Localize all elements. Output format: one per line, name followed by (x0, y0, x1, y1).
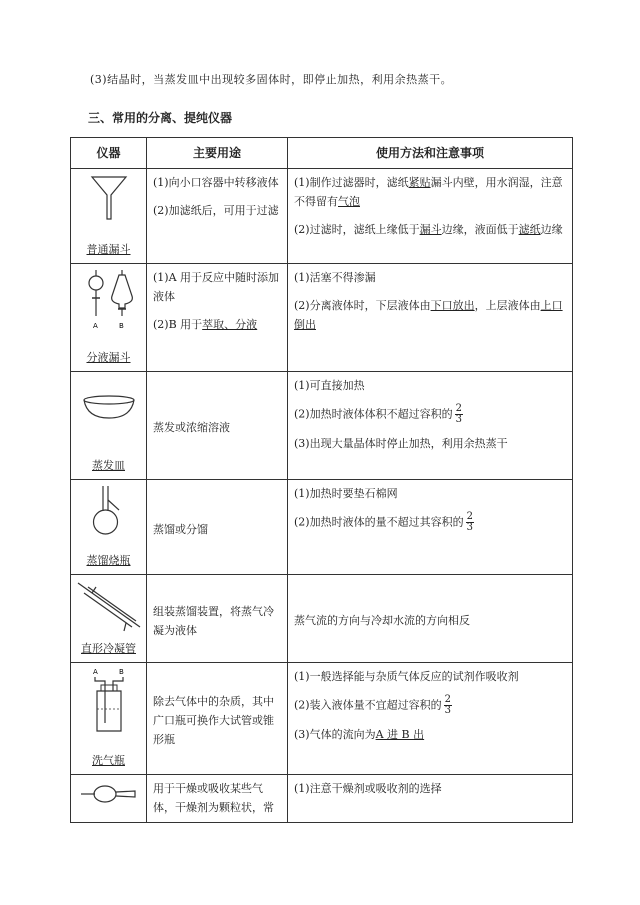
instrument-name: 蒸发皿 (92, 459, 125, 472)
instrument-name: 洗气瓶 (92, 754, 125, 767)
label-a: A (92, 668, 98, 676)
table-row (71, 575, 573, 663)
note-line: 蒸气流的方向与冷却水流的方向相反 (294, 614, 470, 627)
table-row (71, 480, 573, 575)
note-line: (1)加热时要垫石棉网 (294, 487, 398, 500)
note-line: (1)制作过滤器时，滤纸紧贴漏斗内壁，用水润湿，注意不得留有气泡 (294, 176, 563, 208)
fraction: $\frac{2}{3}$ (466, 511, 473, 533)
label-a: A (92, 322, 98, 330)
notes-cell (288, 775, 573, 823)
use-cell (147, 264, 288, 372)
instrument-name: 蒸馏烧瓶 (86, 554, 131, 567)
notes-cell (288, 663, 573, 775)
fraction: $\frac{2}{3}$ (444, 694, 451, 716)
section-title: 三、常用的分离、提纯仪器 (88, 111, 233, 125)
instrument-cell (71, 775, 147, 823)
use-cell (147, 575, 288, 663)
instrument-cell (71, 264, 147, 372)
header-instrument: 仪器 (71, 138, 147, 169)
use-cell (147, 663, 288, 775)
instrument-cell (71, 575, 147, 663)
instrument-name: 普通漏斗 (86, 243, 131, 256)
instrument-cell (71, 372, 147, 480)
note-line: (1)注意干燥剂或吸收剂的选择 (294, 782, 442, 795)
header-main-use: 主要用途 (147, 138, 288, 169)
use-cell (147, 480, 288, 575)
note-line: (1)活塞不得渗漏 (294, 271, 376, 284)
notes-cell (288, 264, 573, 372)
instrument-cell (71, 480, 147, 575)
use-cell (147, 169, 288, 264)
table-header-row (71, 138, 573, 169)
note-line: (2)过滤时，滤纸上缘低于漏斗边缘，液面低于滤纸边缘 (294, 223, 563, 236)
use-line: 蒸发或浓缩溶液 (153, 421, 230, 434)
use-line: 蒸馏或分馏 (153, 522, 208, 536)
drying-tube-icon (79, 779, 139, 809)
intro-text: (3)结晶时，当蒸发皿中出现较多固体时，即停止加热，利用余热蒸干。 (90, 73, 453, 86)
instrument-cell (71, 169, 147, 264)
table-row (71, 264, 573, 372)
use-line: (2)B 用于萃取、分液 (153, 318, 258, 331)
note-line: (1)可直接加热 (294, 379, 365, 392)
table-row (71, 372, 573, 480)
note-line: (3)出现大量晶体时停止加热，利用余热蒸干 (294, 437, 508, 450)
use-line: 用于干燥或吸收某些气体，干燥剂为颗粒状，常 (153, 782, 274, 814)
table-row (71, 775, 573, 823)
instrument-table (70, 137, 573, 823)
use-line: (1)向小口容器中转移液体 (153, 176, 279, 189)
notes-cell (288, 169, 573, 264)
gas-washing-bottle-icon (87, 667, 131, 737)
instrument-cell (71, 663, 147, 775)
separatory-funnel-icon (79, 268, 139, 330)
funnel-icon (89, 173, 129, 223)
note-line: (2)加热时液体体积不超过容积的 $\frac{2}{3}$ (294, 403, 462, 425)
note-line: (1)一般选择能与杂质气体反应的试剂作吸收剂 (294, 670, 519, 683)
label-b: B (118, 322, 124, 330)
use-line: 除去气体中的杂质，其中广口瓶可换作大试管或锥形瓶 (153, 695, 274, 746)
table-row (71, 663, 573, 775)
instrument-name: 直形冷凝管 (81, 642, 136, 655)
table-row (71, 169, 573, 264)
use-cell (147, 775, 288, 823)
use-line: (2)加滤纸后，可用于过滤 (153, 204, 279, 217)
note-line: (2)加热时液体的量不超过其容积的 $\frac{2}{3}$ (294, 511, 473, 533)
note-line: (2)装入液体量不宜超过容积的 $\frac{2}{3}$ (294, 694, 451, 716)
use-line: 组装蒸馏装置，将蒸气冷凝为液体 (153, 604, 274, 637)
instrument-name: 分液漏斗 (86, 351, 131, 364)
condenser-icon (74, 579, 144, 634)
note-line: (3)气体的流向为A 进 B 出 (294, 728, 425, 741)
note-line: (2)分离液体时，下层液体由下口放出，上层液体由上口倒出 (294, 299, 563, 331)
distilling-flask-icon (87, 484, 131, 540)
evaporating-dish-icon (79, 390, 139, 430)
header-usage-notes: 使用方法和注意事项 (288, 138, 573, 169)
use-line: (1)A 用于反应中随时添加液体 (153, 271, 280, 303)
notes-cell (288, 480, 573, 575)
label-b: B (118, 668, 124, 676)
use-cell (147, 372, 288, 480)
notes-cell (288, 575, 573, 663)
notes-cell (288, 372, 573, 480)
fraction: $\frac{2}{3}$ (455, 403, 462, 425)
